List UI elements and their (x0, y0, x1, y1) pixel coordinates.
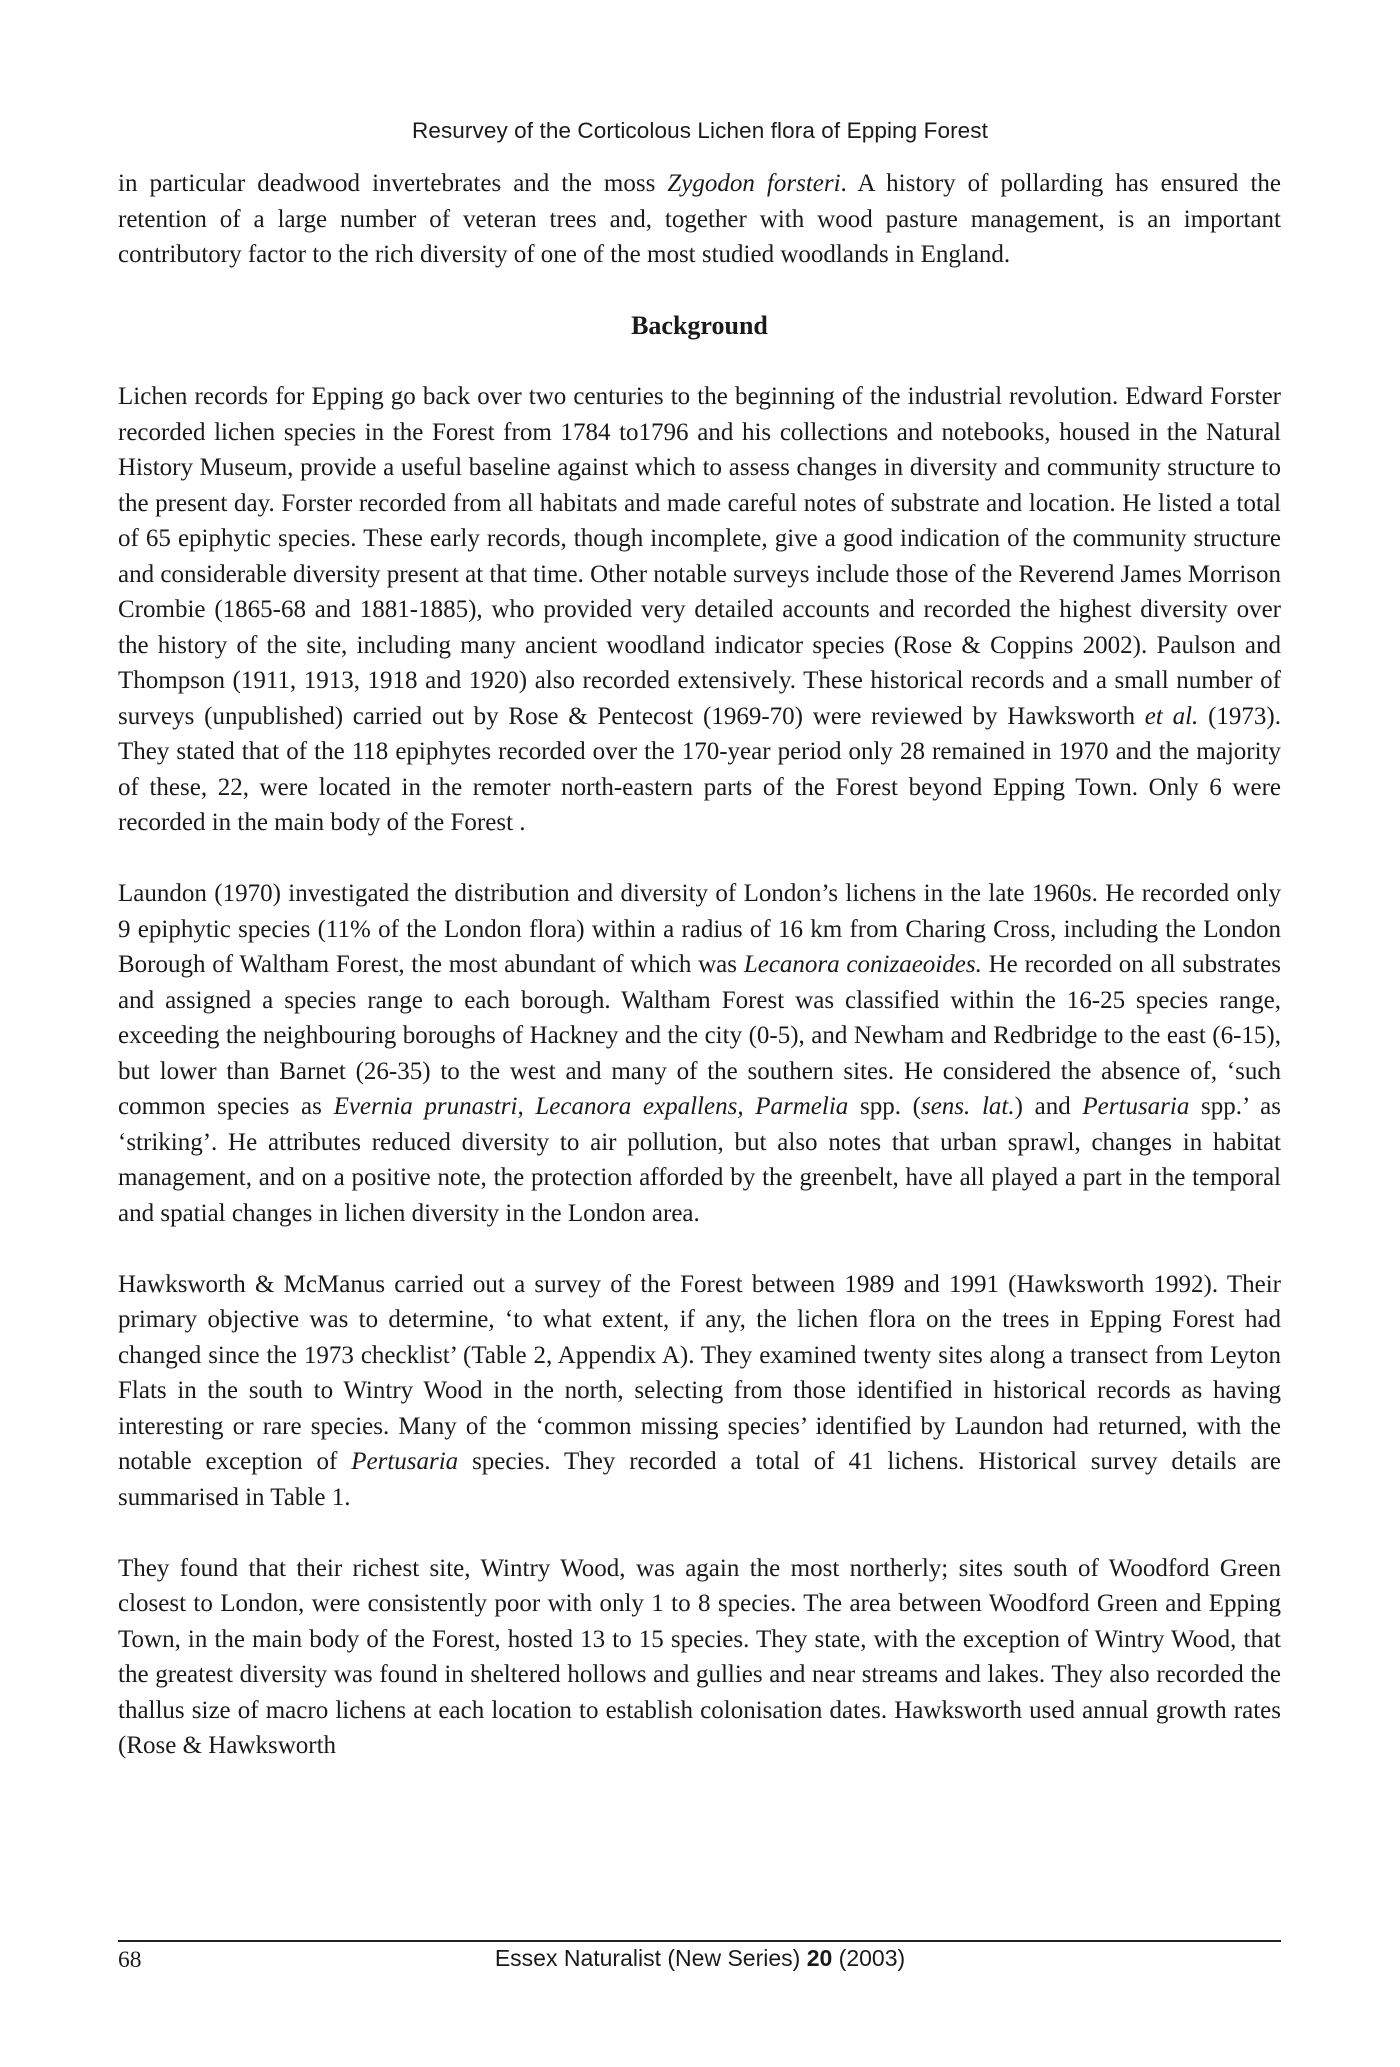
paragraph-background-history: Lichen records for Epping go back over two centuries to the beginning of the industrial revolution. Edward Forster recorded lichen species in the Forest from 1784 to1796 and his collections and notebooks, housed in the Natural History Museum, provide a useful baseline against which to assess changes in diversity and community structure to the present day. Forster recorded from all habitats and made careful notes of substrate and location. He listed a total of 65 epiphytic species. These early records, though incomplete, give a good indication of the community structure and considerable diversity present at that time. Other notable surveys include those of the Reverend James Morrison Crombie (1865-68 and 1881-1885), who provided very detailed accounts and recorded the highest diversity over the history of the site, including many ancient woodland indicator species (Rose & Coppins 2002). Paulson and Thompson (1911, 1913, 1918 and 1920) also recorded extensively. These historical records and a small number of surveys (unpublished) carried out by Rose & Pentecost (1969-70) were reviewed by Hawksworth et al. (1973). They stated that of the 118 epiphytes recorded over the 170-year period only 28 remained in 1970 and the majority of these, 22, were located in the remoter north-eastern parts of the Forest beyond Epping Town. Only 6 were recorded in the main body of the Forest . (118, 383, 1281, 836)
paragraph-laundon-survey: Laundon (1970) investigated the distribution and diversity of London’s lichens in the late 1960s. He recorded only 9 epiphytic species (11% of the London flora) within a radius of 16 km from Charing Cross, including the London Borough of Waltham Forest, the most abundant of which was Lecanora conizaeoides. He recorded on all substrates and assigned a species range to each borough. Waltham Forest was classified within the 16-25 species range, exceeding the neighbouring boroughs of Hackney and the city (0-5), and Newham and Redbridge to the east (6-15), but lower than Barnet (26-35) to the west and many of the southern sites. He considered the absence of, ‘such common species as Evernia prunastri, Lecanora expallens, Parmelia spp. (sens. lat.) and Pertusaria spp.’ as ‘striking’. He attributes reduced diversity to air pollution, but also notes that urban sprawl, changes in habitat management, and on a positive note, the protection afforded by the greenbelt, have all played a part in the temporal and spatial changes in lichen diversity in the London area. (118, 880, 1281, 1227)
footer-rule (118, 1940, 1281, 1942)
running-head: Resurvey of the Corticolous Lichen flora of Epping Forest (412, 118, 988, 143)
section-heading-background: Background (631, 310, 768, 340)
paragraph-gap (118, 841, 1281, 877)
page-body (118, 166, 1281, 1764)
paragraph-gap (118, 1231, 1281, 1267)
paragraph-hawksworth-survey: Hawksworth & McManus carried out a survey of the Forest between 1989 and 1991 (Hawksworth 1992). Their primary objective was to determine, ‘to what extent, if any, the lichen flora on the trees in Epping Forest had changed since the 1973 checklist’ (Table 2, Appendix A). They examined twenty sites along a transect from Leyton Flats in the south to Wintry Wood in the north, selecting from those identified in historical records as having interesting or rare species. Many of the ‘common missing species’ identified by Laundon had returned, with the notable exception of Pertusaria species. They recorded a total of 41 lichens. Historical survey details are summarised in Table 1. (118, 1270, 1281, 1511)
species-name: Evernia prunastri, Lecanora expallens, Parmelia (333, 1093, 849, 1120)
species-name: Lecanora conizaeoides. (743, 951, 982, 978)
journal-citation: Essex Naturalist (New Series) 20 (2003) (494, 1945, 906, 1971)
taxon-qualifier: sens. lat. (920, 1093, 1015, 1120)
species-name: Pertusaria (1082, 1093, 1190, 1120)
paragraph-gap (118, 1515, 1281, 1551)
paragraph-survey-findings: They found that their richest site, Wintry Wood, was again the most northerly; sites south of Woodford Green closest to London, were consistently poor with only 1 to 8 species. The area between Woodford Green and Epping Town, in the main body of the Forest, hosted 13 to 15 species. They state, with the exception of Wintry Wood, that the greatest diversity was found in sheltered hollows and gullies and near streams and lakes. They also recorded the thallus size of macro lichens at each location to establish colonisation dates. Hawksworth used annual growth rates (Rose & Hawksworth (118, 1554, 1281, 1759)
paragraph-intro-continued: in particular deadwood invertebrates and the moss Zygodon forsteri. A history of pollarding has ensured the retention of a large number of veteran trees and, together with wood pasture management, is an important contributory factor to the rich diversity of one of the most studied woodlands in England. (118, 170, 1281, 268)
volume-number: 20 (806, 1945, 833, 1971)
citation-et-al: et al. (1144, 702, 1199, 730)
species-name: Pertusaria (351, 1448, 459, 1475)
page-number: 68 (118, 1947, 142, 1973)
species-name: Zygodon forsteri (667, 170, 841, 197)
